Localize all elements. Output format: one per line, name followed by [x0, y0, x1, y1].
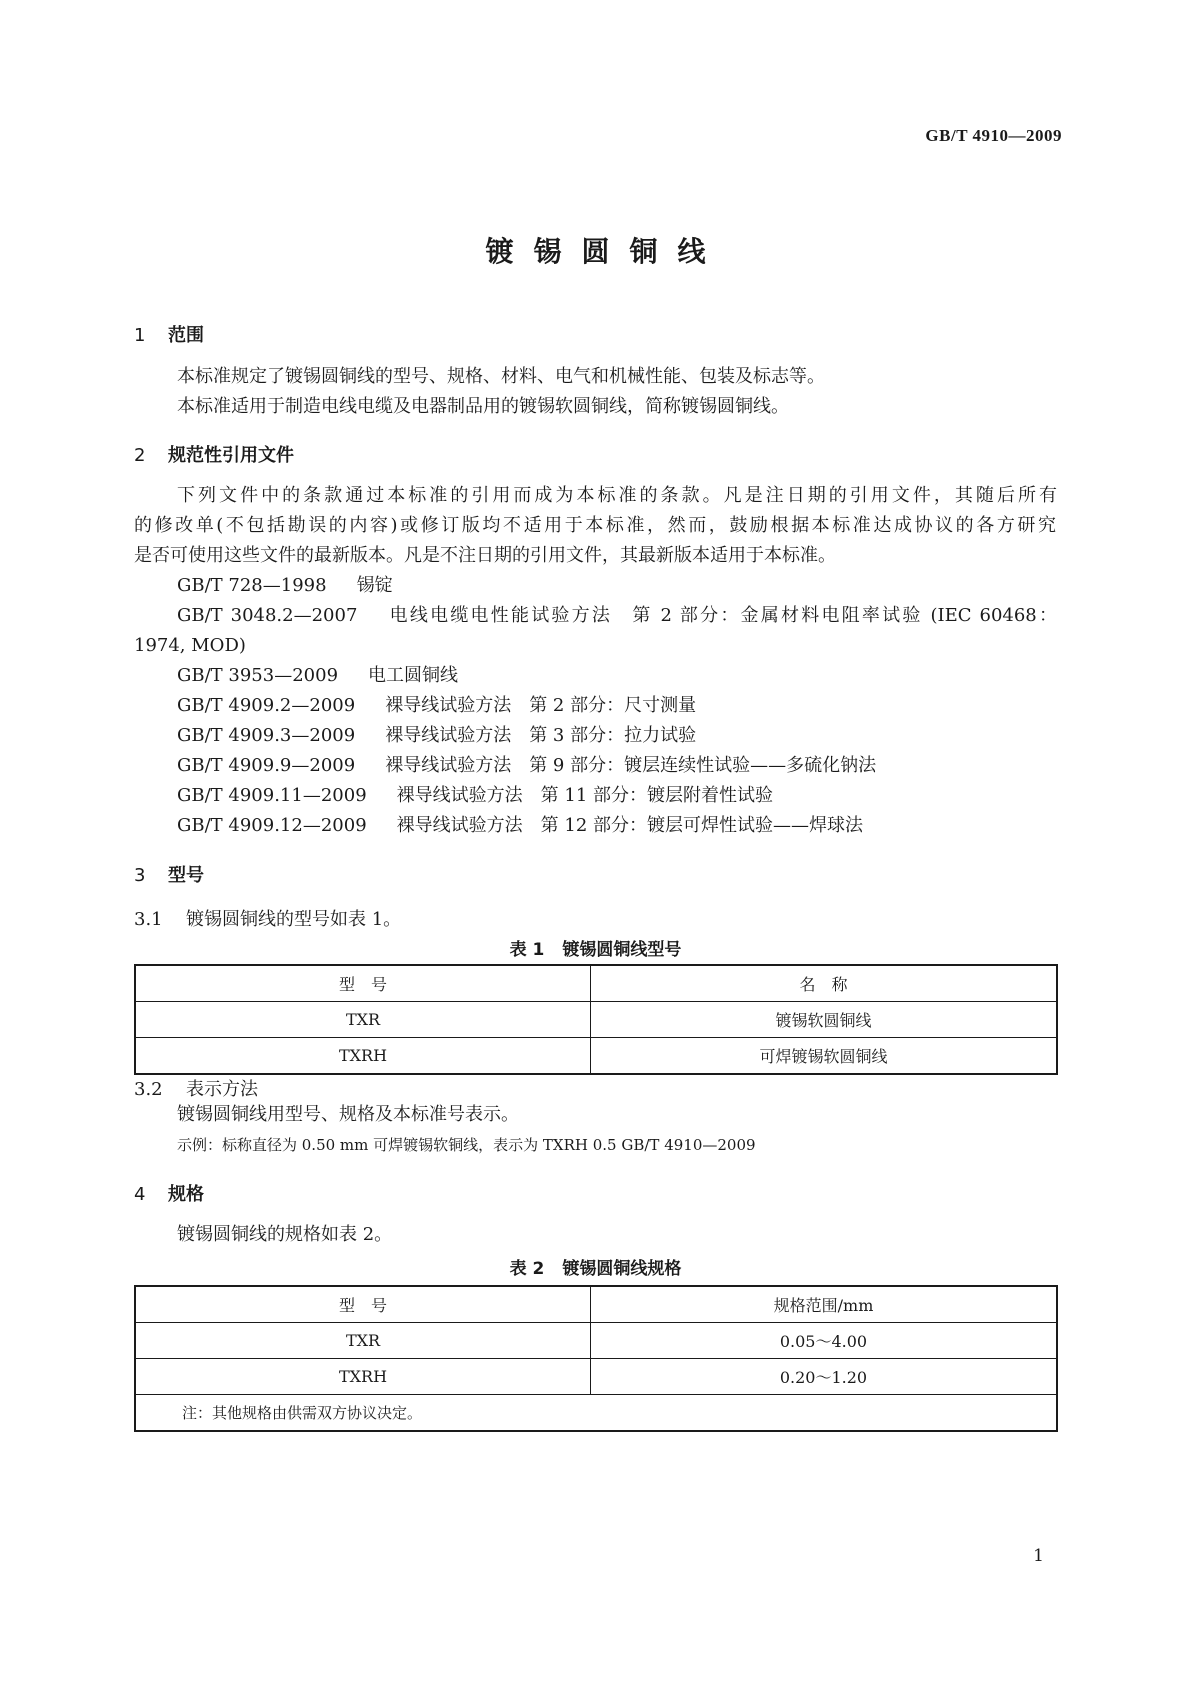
reference-code: GB/T 4909.12—2009 — [177, 815, 367, 836]
reference-name: 裸导线试验方法 第 11 部分：镀层附着性试验 — [396, 785, 774, 806]
section-2-heading — [134, 441, 294, 467]
subsection-number: 3.2 — [134, 1079, 163, 1100]
reference-code: GB/T 4909.3—2009 — [177, 725, 356, 746]
paragraph: 本标准适用于制造电线电缆及电器制品用的镀锡软圆铜线，简称镀锡圆铜线。 — [177, 396, 789, 417]
example-note: 示例：标称直径为 0.50 mm 可焊镀锡软铜线，表示为 TXRH 0.5 GB/T 4910—2009 — [177, 1136, 756, 1154]
table-header-cell: 型 号 — [135, 965, 591, 1002]
subsection-3-2 — [134, 1075, 258, 1101]
reference-item — [177, 815, 863, 837]
subsection-3-1 — [134, 905, 401, 931]
table-caption-text: 镀锡圆铜线型号 — [562, 940, 682, 960]
table-header-row — [135, 965, 1057, 1002]
section-title: 范围 — [168, 325, 204, 346]
reference-item — [177, 665, 458, 687]
table-row — [135, 1002, 1057, 1038]
reference-code: GB/T 4909.2—2009 — [177, 695, 356, 716]
section-number: 4 — [134, 1184, 146, 1205]
paragraph-line: 下列文件中的条款通过本标准的引用而成为本标准的条款。凡是注日期的引用文件，其随后所有 — [177, 485, 1057, 506]
standard-code-header: GB/T 4910—2009 — [925, 126, 1062, 145]
subsection-number: 3.1 — [134, 909, 163, 930]
section-4-heading — [134, 1180, 204, 1206]
paragraph: 镀锡圆铜线的规格如表 2。 — [177, 1224, 393, 1245]
table-label: 表 2 — [509, 1259, 545, 1279]
table-cell: 0.20～1.20 — [591, 1359, 1058, 1395]
table-cell: TXRH — [135, 1038, 591, 1075]
subsection-text: 表示方法 — [186, 1079, 258, 1100]
document-title: 镀锡圆铜线 — [485, 235, 726, 268]
section-1-heading — [134, 321, 204, 347]
reference-item — [177, 695, 696, 717]
reference-code: GB/T 3953—2009 — [177, 665, 339, 686]
section-title: 型号 — [168, 865, 204, 886]
table-cell: 可焊镀锡软圆铜线 — [591, 1038, 1058, 1075]
paragraph-line: 是否可使用这些文件的最新版本。凡是不注日期的引用文件，其最新版本适用于本标准。 — [134, 545, 836, 566]
section-title: 规格 — [168, 1184, 204, 1205]
table-header-cell: 规格范围/mm — [591, 1286, 1058, 1323]
reference-item — [177, 605, 1057, 627]
paragraph: 本标准规定了镀锡圆铜线的型号、规格、材料、电气和机械性能、包装及标志等。 — [177, 366, 825, 387]
table-cell: TXR — [135, 1002, 591, 1038]
reference-name: 裸导线试验方法 第 9 部分：镀层连续性试验——多硫化钠法 — [385, 755, 877, 776]
table-row — [135, 1359, 1057, 1395]
table-caption-text: 镀锡圆铜线规格 — [562, 1259, 682, 1279]
page-number: 1 — [1033, 1546, 1044, 1566]
reference-code: GB/T 4909.11—2009 — [177, 785, 367, 806]
table-note-row — [135, 1395, 1057, 1432]
reference-name: 裸导线试验方法 第 12 部分：镀层可焊性试验——焊球法 — [396, 815, 864, 836]
table-cell: 0.05～4.00 — [591, 1323, 1058, 1359]
table-2-caption — [0, 1254, 1191, 1279]
table-row — [135, 1323, 1057, 1359]
reference-code: GB/T 3048.2—2007 — [177, 605, 358, 626]
paragraph: 镀锡圆铜线用型号、规格及本标准号表示。 — [177, 1104, 519, 1125]
section-number: 1 — [134, 325, 146, 346]
reference-item — [177, 785, 773, 807]
reference-name: 裸导线试验方法 第 3 部分：拉力试验 — [385, 725, 697, 746]
subsection-text: 镀锡圆铜线的型号如表 1。 — [186, 909, 402, 930]
section-number: 2 — [134, 445, 146, 466]
table-1 — [134, 964, 1058, 1075]
reference-code: GB/T 728—1998 — [177, 575, 327, 596]
table-2 — [134, 1285, 1058, 1432]
paragraph-line: 的修改单(不包括勘误的内容)或修订版均不适用于本标准，然而，鼓励根据本标准达成协议的各方研究 — [134, 515, 1056, 536]
table-header-row — [135, 1286, 1057, 1323]
table-cell: TXR — [135, 1323, 591, 1359]
table-label: 表 1 — [509, 940, 545, 960]
table-header-cell: 型 号 — [135, 1286, 591, 1323]
reference-name: 电工圆铜线 — [368, 665, 459, 686]
table-header-cell: 名 称 — [591, 965, 1058, 1002]
reference-item — [177, 575, 393, 597]
reference-item — [177, 725, 696, 747]
reference-continuation: 1974, MOD) — [134, 635, 246, 656]
section-number: 3 — [134, 865, 146, 886]
reference-name: 电线电缆电性能试验方法 第 2 部分：金属材料电阻率试验 (IEC 60468： — [387, 605, 1057, 626]
table-row — [135, 1038, 1057, 1075]
reference-name: 锡锭 — [356, 575, 393, 596]
reference-code: GB/T 4909.9—2009 — [177, 755, 356, 776]
section-3-heading — [134, 861, 204, 887]
table-1-caption — [0, 935, 1191, 960]
section-title: 规范性引用文件 — [168, 445, 294, 466]
reference-item — [177, 755, 876, 777]
reference-name: 裸导线试验方法 第 2 部分：尺寸测量 — [385, 695, 697, 716]
table-cell: 镀锡软圆铜线 — [591, 1002, 1058, 1038]
table-cell: TXRH — [135, 1359, 591, 1395]
table-note: 注：其他规格由供需双方协议决定。 — [135, 1395, 1057, 1432]
